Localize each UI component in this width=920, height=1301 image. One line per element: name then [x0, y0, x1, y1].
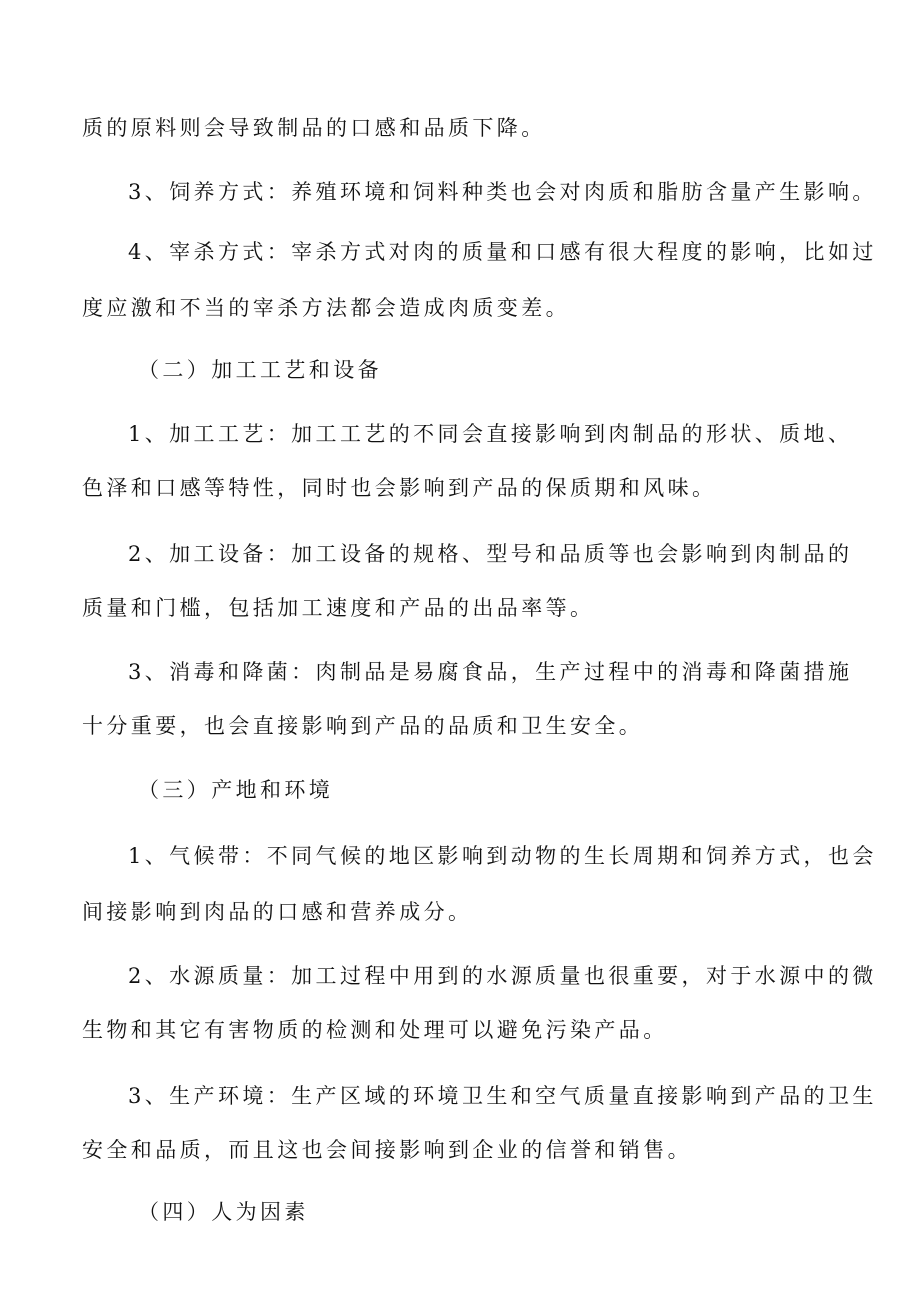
paragraph-line: 1、加工工艺：加工工艺的不同会直接影响到肉制品的形状、质地、: [128, 422, 853, 446]
paragraph-line: 3、饲养方式：养殖环境和饲料种类也会对肉质和脂肪含量产生影响。: [128, 180, 877, 204]
paragraph-line: 2、加工设备：加工设备的规格、型号和品质等也会影响到肉制品的: [128, 542, 853, 566]
paragraph-line: 生物和其它有害物质的检测和处理可以避免污染产品。: [82, 1018, 668, 1042]
paragraph-line: 色泽和口感等特性，同时也会影响到产品的保质期和风味。: [82, 476, 717, 500]
paragraph-line: 4、宰杀方式：宰杀方式对肉的质量和口感有很大程度的影响，比如过: [128, 240, 877, 264]
paragraph-line: 度应激和不当的宰杀方法都会造成肉质变差。: [82, 296, 570, 320]
paragraph-line: 安全和品质，而且这也会间接影响到企业的信誉和销售。: [82, 1138, 692, 1162]
paragraph-line: 2、水源质量：加工过程中用到的水源质量也很重要，对于水源中的微: [128, 964, 877, 988]
section-heading: （二）加工工艺和设备: [138, 358, 382, 382]
paragraph-line: 质的原料则会导致制品的口感和品质下降。: [82, 116, 546, 140]
paragraph-line: 十分重要，也会直接影响到产品的品质和卫生安全。: [82, 714, 644, 738]
paragraph-line: 质量和门槛，包括加工速度和产品的出品率等。: [82, 596, 595, 620]
section-heading: （四）人为因素: [138, 1200, 309, 1224]
paragraph-line: 3、生产环境：生产区域的环境卫生和空气质量直接影响到产品的卫生: [128, 1084, 877, 1108]
paragraph-line: 1、气候带：不同气候的地区影响到动物的生长周期和饲养方式，也会: [128, 844, 877, 868]
paragraph-line: 间接影响到肉品的口感和营养成分。: [82, 900, 473, 924]
paragraph-line: 3、消毒和降菌：肉制品是易腐食品，生产过程中的消毒和降菌措施: [128, 660, 853, 684]
section-heading: （三）产地和环境: [138, 778, 334, 802]
